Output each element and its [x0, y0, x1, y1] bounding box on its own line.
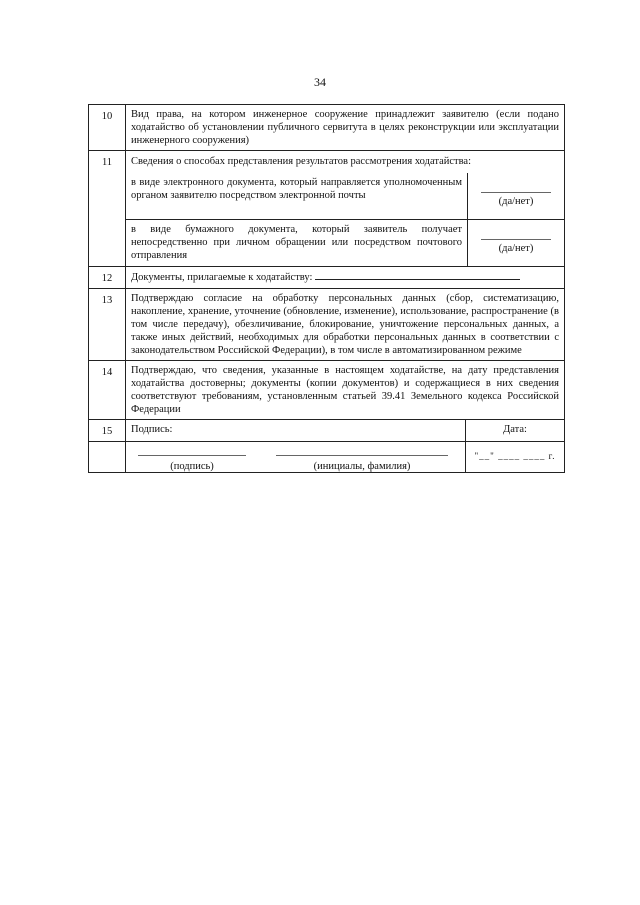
name-caption: (инициалы, фамилия)	[313, 461, 411, 472]
table-row-12	[89, 267, 565, 289]
right-type-text: Вид права, на котором инженерное сооружение принадлежит заявителю (если подано ходатайство об установлении публичного сервитута в целях реконструкции или эксплуатации инженерного сооружения)	[126, 105, 565, 151]
yes-no-field[interactable]	[468, 173, 565, 220]
table-row-13	[89, 289, 565, 361]
table-row-14	[89, 361, 565, 420]
signature-line	[138, 454, 246, 456]
name-line	[276, 454, 448, 456]
row-number: 13	[89, 289, 126, 361]
yes-no-field[interactable]	[468, 220, 565, 267]
date-field[interactable]: "__" ____ ____ г.	[466, 442, 565, 473]
delivery-option-paper	[126, 220, 564, 267]
row-number: 15	[89, 420, 126, 442]
delivery-option-electronic	[126, 173, 564, 220]
row-number: 10	[89, 105, 126, 151]
row-number: 12	[89, 267, 126, 289]
signature-label: Подпись:	[126, 420, 466, 442]
row-number: 11	[89, 151, 126, 267]
yes-no-caption: (да/нет)	[498, 195, 534, 207]
delivery-option-text: в виде электронного документа, который направляется уполномоченным органом заявителю посредством электронной почты	[126, 173, 468, 220]
date-label: Дата:	[466, 420, 565, 442]
result-delivery-heading: Сведения о способах представления результатов рассмотрения ходатайства:	[131, 156, 472, 167]
row-number: 14	[89, 361, 126, 420]
table-row-11	[89, 151, 565, 267]
confirmation-text: Подтверждаю, что сведения, указанные в настоящем ходатайстве, на дату представления ходатайства достоверны; документы (копии документов) и содержащиеся в них сведения соответствуют требованиям, установленным статьей 39.41 Земельного кодекса Российской Федерации	[126, 361, 565, 420]
delivery-options	[126, 173, 564, 266]
signature-caption: (подпись)	[170, 461, 214, 472]
petition-table	[88, 104, 565, 473]
consent-text: Подтверждаю согласие на обработку персональных данных (сбор, систематизацию, накопление, хранение, уточнение (обновление, изменение), использование, распространение (в том числе передачу), обезличивание, блокирование, уничтожение персональных данных, а также иных действий, необходимых для обработки персональных данных в соответствии с законодательством Российской Федерации), в том числе в автоматизированном режиме	[126, 289, 565, 361]
name-field[interactable]	[276, 454, 448, 473]
table-row-signature	[89, 442, 565, 473]
page-number: 34	[314, 75, 326, 89]
table-row-15	[89, 420, 565, 442]
yes-no-caption: (да/нет)	[498, 242, 534, 254]
answer-line	[481, 191, 551, 193]
delivery-option-text: в виде бумажного документа, который заявитель получает непосредственно при личном обращении или посредством почтового отправления	[126, 220, 468, 267]
signature-field[interactable]	[138, 454, 246, 473]
answer-line	[481, 238, 551, 240]
attached-docs-label: Документы, прилагаемые к ходатайству:	[131, 272, 313, 283]
attached-docs-field[interactable]	[315, 270, 520, 280]
table-row-10	[89, 105, 565, 151]
